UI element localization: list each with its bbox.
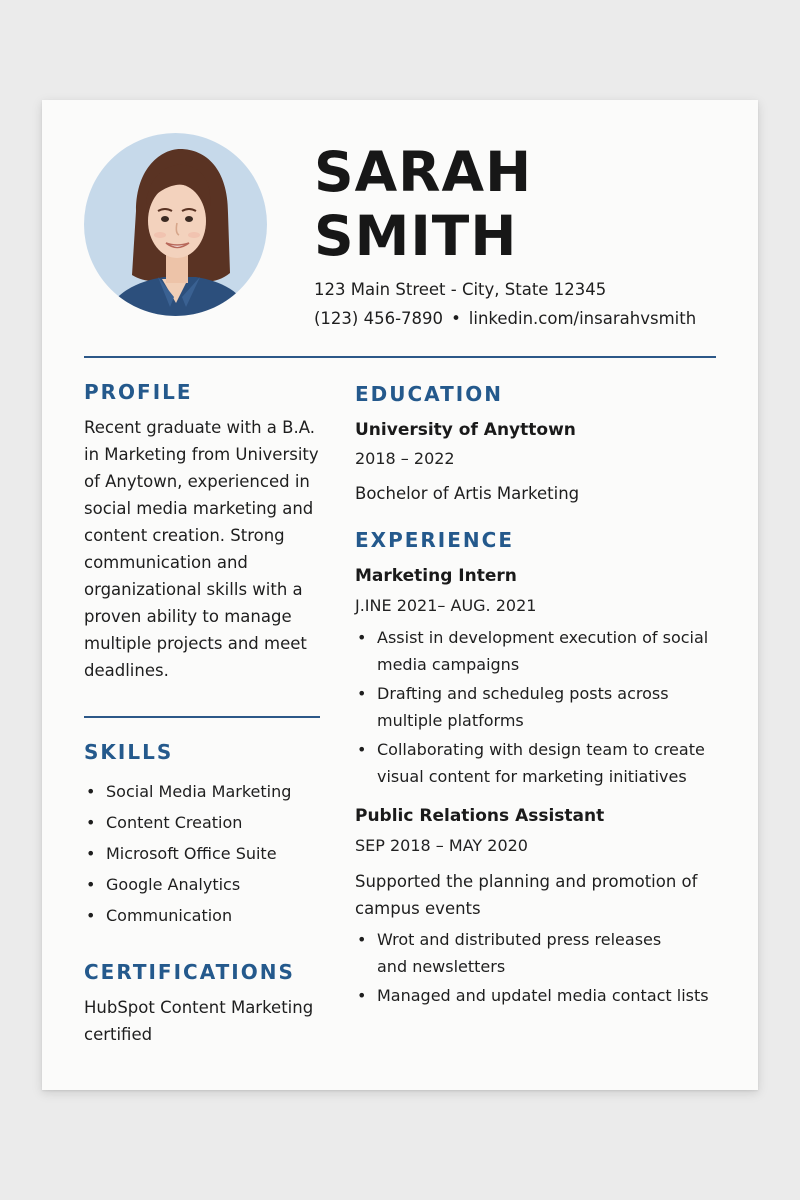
school-name: University of Anyttown xyxy=(355,420,576,440)
certifications-text: HubSpot Content Marketing certified xyxy=(84,998,314,1044)
job-duty: • Wrot and distributed press releases and newsletters xyxy=(355,926,685,980)
job-summary: Supported the planning and promotion of campus events xyxy=(355,872,698,918)
address: 123 Main Street - City, State 12345 xyxy=(314,280,607,299)
job-duty: • Drafting and scheduleg posts across multiple platforms xyxy=(355,680,733,734)
skills-heading: SKILLS xyxy=(84,740,174,764)
phone-number: (123) 456-7890 xyxy=(314,309,444,328)
education-years: 2018 – 2022 xyxy=(355,449,455,468)
skills-list xyxy=(84,776,324,931)
skill-item: • Content Creation xyxy=(84,807,324,838)
job-dates: J.INE 2021– AUG. 2021 xyxy=(355,596,537,615)
education-heading: EDUCATION xyxy=(355,382,503,406)
header-divider xyxy=(84,356,716,358)
certifications-heading: CERTIFICATIONS xyxy=(84,960,295,984)
skill-item: • Google Analytics xyxy=(84,869,324,900)
candidate-name xyxy=(314,140,532,268)
resume-page xyxy=(42,100,758,1090)
section-divider xyxy=(84,716,320,718)
contact-separator: • xyxy=(451,309,461,328)
job-duty: • Assist in development execution of social media campaigns xyxy=(355,624,733,678)
job-duties-list xyxy=(355,624,733,792)
job-title: Public Relations Assistant xyxy=(355,806,605,826)
experience-heading: EXPERIENCE xyxy=(355,528,514,552)
job-dates: SEP 2018 – MAY 2020 xyxy=(355,836,528,855)
profile-heading: PROFILE xyxy=(84,380,193,404)
job-duties-list xyxy=(355,926,709,1011)
job-duty: • Managed and updatel media contact lists xyxy=(355,982,757,1009)
linkedin-link[interactable]: linkedin.com/insarahvsmith xyxy=(468,309,697,328)
profile-photo xyxy=(84,133,267,316)
name-last: SMITH xyxy=(314,204,518,268)
degree: Bochelor of Artis Marketing xyxy=(355,484,580,503)
contact-line xyxy=(314,309,696,328)
profile-text: Recent graduate with a B.A. in Marketing from University of Anytown, experienced in social media marketing and content creation. Strong communication and organizational skills with a proven ability to manage multiple projects and meet deadlines. xyxy=(84,418,319,680)
skill-item: • Communication xyxy=(84,900,324,931)
job-duty: • Collaborating with design team to create visual content for marketing initiatives xyxy=(355,736,733,790)
skill-item: • Social Media Marketing xyxy=(84,776,324,807)
name-first: SARAH xyxy=(314,140,533,204)
skill-item: • Microsoft Office Suite xyxy=(84,838,324,869)
job-title: Marketing Intern xyxy=(355,566,517,586)
